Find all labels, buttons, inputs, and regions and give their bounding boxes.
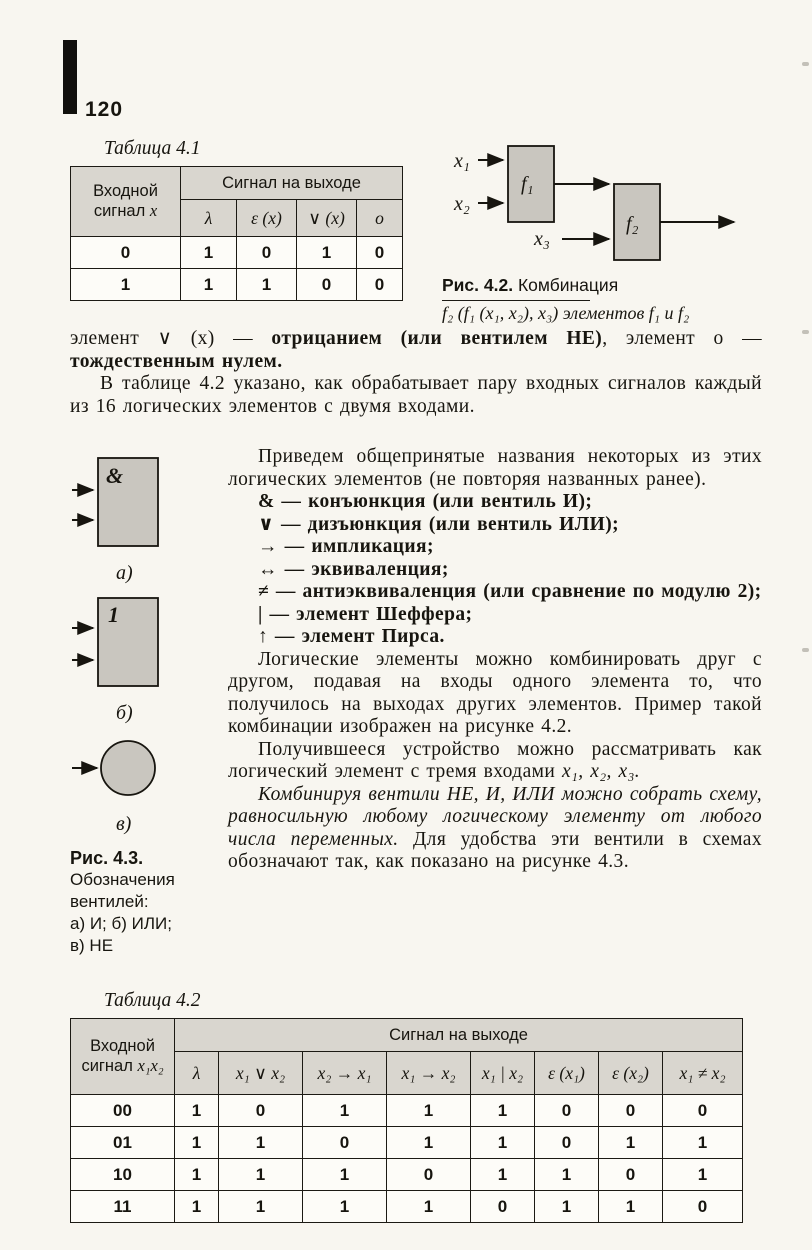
fig-4-2-caption: [442, 275, 754, 324]
table-4-1-caption: Таблица 4.1: [104, 138, 201, 159]
t42-cell: 1: [599, 1191, 663, 1223]
t41-header-row: [71, 167, 403, 200]
or-gate-symbol: 1: [108, 602, 119, 627]
t42-cell: 0: [219, 1095, 303, 1127]
fig-4-3-caption: [70, 847, 222, 957]
p6-italic-statement: Комбинируя вентили НЕ, И, ИЛИ можно собрать схему, равносильную любому логическому элементу от любого числа переменных.: [228, 783, 762, 850]
gate-c-label: в): [116, 813, 132, 835]
fig42-gate-f2-label: f₂: [626, 213, 639, 235]
t42-cell: 0: [535, 1127, 599, 1159]
t41-col-lambda: λ: [181, 200, 237, 237]
t42-col-impl-12: x₁ → x₂: [387, 1052, 471, 1095]
t42-cell: 10: [71, 1159, 175, 1191]
p1-bold-negation: отрицанием (или вентилем НЕ): [271, 328, 603, 349]
t42-cell: 0: [663, 1191, 743, 1223]
fig42-input-x1-label: x₁: [454, 150, 470, 172]
t42-col-eps-x1: ε (x₁): [535, 1052, 599, 1095]
t42-input-header-vars: x₁x₂: [137, 1056, 164, 1075]
t41-input-header-cell: [71, 167, 181, 237]
t42-cell: 1: [535, 1159, 599, 1191]
page-corner-bar: [63, 40, 77, 114]
p1-text: , элемент о —: [602, 328, 762, 349]
or-gate-box: [98, 598, 158, 686]
t42-cell: 1: [219, 1191, 303, 1223]
gate-name-item-and: & — конъюнкция (или вентиль И);: [258, 491, 593, 512]
t42-cell: 0: [535, 1095, 599, 1127]
figure-4-2: [442, 140, 754, 324]
fig42-caption-formula: f₂ (f₁ (x₁, x₂), x₃) элементов f₁ и f₂: [442, 303, 690, 323]
t42-cell: 1: [175, 1095, 219, 1127]
scan-artifact: [802, 648, 809, 652]
fig43-caption-item-c: в) НЕ: [70, 936, 114, 955]
fig42-caption-label: Рис. 4.2.: [442, 275, 514, 295]
fig43-caption-text: Обозначения вентилей:: [70, 870, 175, 911]
t41-cell: 0: [357, 269, 403, 301]
t42-row-11: [71, 1191, 743, 1223]
paragraph-universal: [228, 784, 762, 874]
t41-cell: 0: [357, 237, 403, 269]
t41-cell: 0: [297, 269, 357, 301]
t42-row-00: [71, 1095, 743, 1127]
t42-cell: 00: [71, 1095, 175, 1127]
t42-cell: 1: [303, 1191, 387, 1223]
t42-col-xor: x₁ ≠ x₂: [663, 1052, 743, 1095]
gate-name-item-sheffer: | — элемент Шеффера;: [258, 603, 473, 625]
gate-a-label: а): [116, 562, 133, 584]
t42-cell: 0: [599, 1159, 663, 1191]
figure-4-3: [70, 446, 228, 957]
page-number: 120: [85, 98, 124, 121]
table-4-2-caption: Таблица 4.2: [104, 990, 201, 1011]
t42-row-10: [71, 1159, 743, 1191]
t42-cell: 1: [387, 1191, 471, 1223]
t41-cell: 1: [237, 269, 297, 301]
fig42-input-x2-label: x₂: [454, 193, 470, 215]
table-4-2: [70, 1018, 743, 1223]
t42-cell: 1: [471, 1127, 535, 1159]
t42-cell: 11: [71, 1191, 175, 1223]
two-column-section: [70, 446, 762, 957]
t41-cell: 0: [71, 237, 181, 269]
t42-cell: 1: [219, 1159, 303, 1191]
t42-cell: 1: [219, 1127, 303, 1159]
t42-cell: 1: [303, 1159, 387, 1191]
gate-b-label: б): [116, 702, 133, 724]
scan-artifact: [802, 62, 809, 66]
caption-rule: [442, 300, 590, 301]
t42-cell: 0: [303, 1127, 387, 1159]
t42-col-impl-21: x₂ → x₁: [303, 1052, 387, 1095]
t41-input-header-var: x: [149, 201, 158, 220]
t42-col-eps-x2: ε (x₂): [599, 1052, 663, 1095]
t42-col-or: x₁ ∨ x₂: [219, 1052, 303, 1095]
fig42-caption-text: Комбинация: [517, 275, 619, 295]
p1-bold-zero: тождественным нулем.: [70, 350, 283, 372]
t42-cell: 1: [471, 1159, 535, 1191]
t42-cell: 1: [303, 1095, 387, 1127]
not-gate-circle: [101, 741, 155, 795]
paragraph-table42-intro: В таблице 4.2 указано, как обрабатывает пару входных сигналов каждый из 16 логических элементов с двумя входами.: [70, 373, 762, 417]
fig43-caption-label: Рис. 4.3.: [70, 848, 144, 868]
p5-variables: x₁, x₂, x₃.: [561, 761, 641, 782]
t42-cell: 1: [175, 1191, 219, 1223]
t42-header-row: [71, 1019, 743, 1052]
t41-col-negation: ∨ (x): [297, 200, 357, 237]
scan-artifact: [802, 330, 809, 334]
t42-cell: 1: [387, 1127, 471, 1159]
t42-cell: 1: [663, 1127, 743, 1159]
gate-name-item-equivalence: ↔ — эквиваленция;: [258, 558, 449, 580]
t41-cell: 0: [237, 237, 297, 269]
t41-input-header-text: Входной сигнал: [93, 182, 158, 220]
t42-col-lambda: λ: [175, 1052, 219, 1095]
t42-input-header-text: Входной сигнал: [81, 1037, 155, 1075]
paragraph-three-inputs: [228, 739, 762, 784]
t41-cell: 1: [181, 269, 237, 301]
t41-cell: 1: [181, 237, 237, 269]
and-gate-symbol: &: [106, 463, 124, 488]
fig-4-3-gates: [70, 446, 228, 836]
t42-cell: 0: [663, 1095, 743, 1127]
t42-col-sheffer: x₁ | x₂: [471, 1052, 535, 1095]
fig42-input-x3-label: x₃: [534, 228, 550, 250]
t42-cell: 1: [175, 1159, 219, 1191]
t42-cell: 0: [599, 1095, 663, 1127]
main-paragraphs: [70, 328, 762, 418]
t41-row-0: [71, 237, 403, 269]
paragraph-names-intro: Приведем общепринятые названия некоторых из этих логических элементов (не повторяя названных ранее).: [228, 446, 762, 490]
p6-rest: Для удобства эти вентили в схемах обозначают так, как показано на рисунке 4.3.: [228, 828, 762, 872]
t42-cell: 01: [71, 1127, 175, 1159]
t42-cell: 0: [387, 1159, 471, 1191]
p1-text: элемент ∨ (x) —: [70, 328, 272, 349]
t42-output-header-cell: Сигнал на выходе: [175, 1019, 743, 1052]
paragraph-negation: [70, 328, 762, 373]
t41-cell: 1: [297, 237, 357, 269]
fig-4-2-diagram: [442, 140, 754, 266]
t42-cell: 1: [387, 1095, 471, 1127]
t41-col-zero: о: [357, 200, 403, 237]
t41-row-1: [71, 269, 403, 301]
t42-cell: 1: [599, 1127, 663, 1159]
gate-name-item-pierce: ↑ — элемент Пирса.: [258, 626, 445, 647]
paragraph-combining: Логические элементы можно комбинировать друг с другом, подавая на входы одного элемента то, что получилось на выходах других элементов. Пример такой комбинации изображен на рисунке 4.2.: [228, 648, 762, 737]
p5-text: Получившееся устройство можно рассматривать как логический элемент с тремя входами: [228, 738, 762, 782]
gate-name-item-implication: → — импликация;: [258, 536, 434, 557]
t42-cell: 1: [471, 1095, 535, 1127]
t42-cell: 1: [663, 1159, 743, 1191]
t42-cell: 0: [471, 1191, 535, 1223]
table-4-1: [70, 166, 403, 301]
gate-name-item-or: ∨ — дизъюнкция (или вентиль ИЛИ);: [258, 513, 620, 535]
t42-input-header-cell: [71, 1019, 175, 1095]
t42-cell: 1: [535, 1191, 599, 1223]
gate-name-item-xor: ≠ — антиэквиваленция (или сравнение по модулю 2);: [258, 581, 762, 602]
t42-cell: 1: [175, 1127, 219, 1159]
fig42-gate-f1-label: f₁: [521, 173, 534, 195]
right-text-column: [228, 446, 762, 957]
t41-cell: 1: [71, 269, 181, 301]
t41-output-header-cell: Сигнал на выходе: [181, 167, 403, 200]
t41-col-epsilon: ε (x): [237, 200, 297, 237]
fig43-caption-item-ab: а) И; б) ИЛИ;: [70, 914, 172, 933]
t42-row-01: [71, 1127, 743, 1159]
